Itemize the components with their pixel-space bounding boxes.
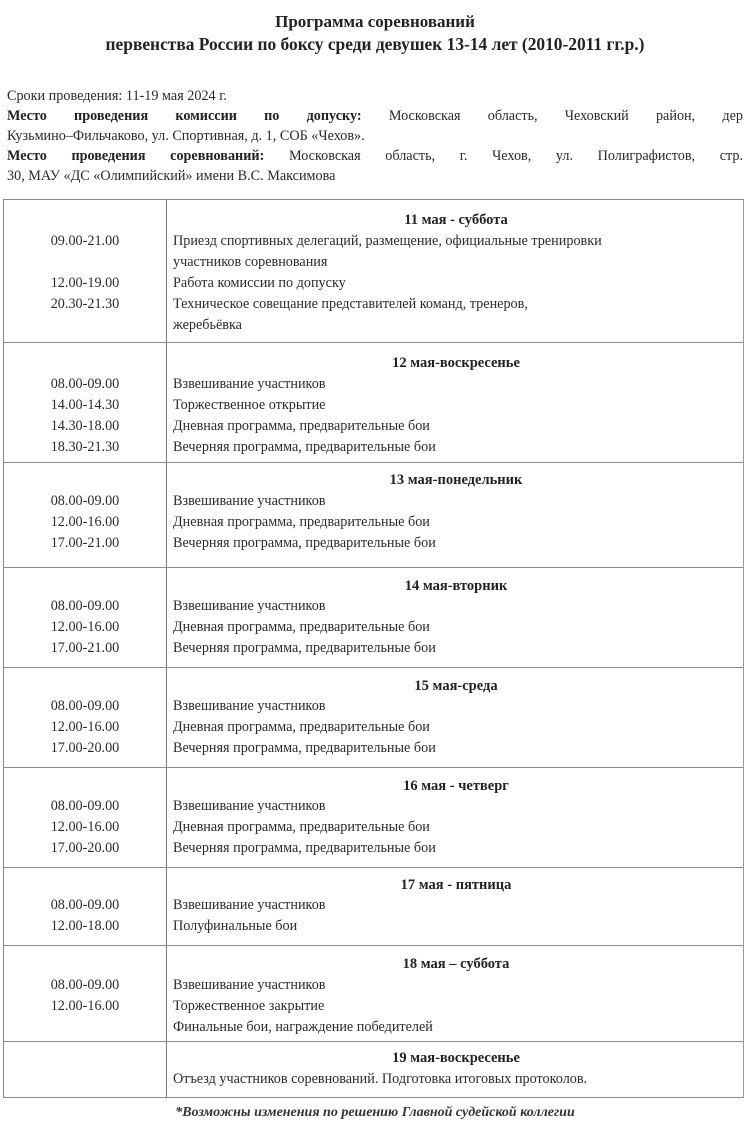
event-desc: Вечерняя программа, предварительные бои [173, 640, 436, 656]
day-section [4, 463, 743, 568]
event-time: 08.00-09.00 [50, 598, 120, 614]
event-desc: Техническое совещание представителей команд, тренеров, [173, 296, 528, 312]
commission-value-line2: Кузьмино–Фильчаково, ул. Спортивная, д. 1, СОБ «Чехов». [7, 128, 365, 144]
day-section [4, 868, 743, 946]
event-time: 18.30-21.30 [50, 439, 120, 455]
commission-location [7, 106, 743, 126]
day-title: 17 мая - пятница [400, 877, 512, 893]
event-desc: Работа комиссии по допуску [173, 275, 346, 291]
event-desc: участников соревнования [173, 254, 328, 270]
day-section [4, 946, 743, 1042]
event-time: 12.00-18.00 [50, 918, 120, 934]
event-desc: Взвешивание участников [173, 798, 326, 814]
event-dates [7, 86, 743, 106]
event-desc: Взвешивание участников [173, 897, 326, 913]
day-section [4, 200, 743, 343]
event-desc: Вечерняя программа, предварительные бои [173, 439, 436, 455]
event-time: 17.00-21.00 [50, 535, 120, 551]
event-time: 20.30-21.30 [50, 296, 120, 312]
venue-label: Место проведения соревнований: [7, 148, 265, 164]
event-desc: Приезд спортивных делегаций, размещение, официальные тренировки [173, 233, 602, 249]
event-time: 17.00-20.00 [50, 740, 120, 756]
event-desc: Отъезд участников соревнований. Подготовка итоговых протоколов. [173, 1071, 588, 1087]
day-title: 14 мая-вторник [404, 578, 508, 594]
event-time: 08.00-09.00 [50, 698, 120, 714]
footer-note: *Возможны изменения по решению Главной судейской коллегии [175, 1105, 575, 1120]
event-desc: Взвешивание участников [173, 376, 326, 392]
day-title: 11 мая - суббота [404, 212, 508, 228]
event-desc: Взвешивание участников [173, 598, 326, 614]
event-desc: Взвешивание участников [173, 977, 326, 993]
event-time: 12.00-16.00 [50, 719, 120, 735]
event-desc: Дневная программа, предварительные бои [173, 619, 430, 635]
commission-location-cont [7, 126, 743, 146]
event-desc: жеребьёвка [173, 317, 242, 333]
dates-label: Сроки проведения: [7, 88, 123, 104]
day-section [4, 568, 743, 668]
event-time: 12.00-16.00 [50, 998, 120, 1014]
event-desc: Торжественное закрытие [173, 998, 325, 1014]
event-time: 12.00-16.00 [50, 619, 120, 635]
event-desc: Финальные бои, награждение победителей [173, 1019, 433, 1035]
day-section [4, 668, 743, 768]
venue-location [7, 146, 743, 166]
event-time: 08.00-09.00 [50, 493, 120, 509]
day-title: 16 мая - четверг [403, 778, 509, 794]
day-title: 13 мая-понедельник [389, 472, 523, 488]
commission-label: Место проведения комиссии по допуску: [7, 108, 362, 124]
day-section [4, 343, 743, 463]
dates-value: 11-19 мая 2024 г. [125, 88, 227, 104]
event-time: 08.00-09.00 [50, 376, 120, 392]
commission-value-line1: Московская область, Чеховский район, дер [388, 108, 743, 124]
event-time: 14.00-14.30 [50, 397, 120, 413]
event-desc: Торжественное открытие [173, 397, 326, 413]
event-desc: Дневная программа, предварительные бои [173, 514, 430, 530]
event-time: 12.00-19.00 [50, 275, 120, 291]
event-desc: Дневная программа, предварительные бои [173, 418, 430, 434]
venue-location-cont [7, 166, 743, 186]
event-desc: Вечерняя программа, предварительные бои [173, 535, 436, 551]
day-section [4, 1042, 743, 1098]
day-title: 15 мая-среда [414, 678, 498, 694]
event-time: 08.00-09.00 [50, 977, 120, 993]
venue-value-line1: Московская область, г. Чехов, ул. Полиграфистов, стр. [288, 148, 744, 164]
event-desc: Полуфинальные бои [173, 918, 298, 934]
document-title: Программа соревнований [275, 12, 475, 31]
event-time: 12.00-16.00 [50, 514, 120, 530]
event-desc: Вечерняя программа, предварительные бои [173, 840, 436, 856]
event-time: 17.00-21.00 [50, 640, 120, 656]
venue-value-line2: 30, МАУ «ДС «Олимпийский» имени В.С. Максимова [7, 168, 336, 184]
day-title: 12 мая-воскресенье [392, 355, 520, 371]
event-desc: Взвешивание участников [173, 698, 326, 714]
event-time: 08.00-09.00 [50, 798, 120, 814]
day-title: 18 мая – суббота [402, 956, 510, 972]
day-section [4, 768, 743, 868]
event-desc: Дневная программа, предварительные бои [173, 819, 430, 835]
event-desc: Вечерняя программа, предварительные бои [173, 740, 436, 756]
event-time: 09.00-21.00 [50, 233, 120, 249]
day-title: 19 мая-воскресенье [392, 1050, 520, 1066]
event-desc: Взвешивание участников [173, 493, 326, 509]
document-subtitle: первенства России по боксу среди девушек 13-14 лет (2010-2011 гг.р.) [105, 34, 645, 54]
event-time: 14.30-18.00 [50, 418, 120, 434]
event-time: 17.00-20.00 [50, 840, 120, 856]
schedule-table [3, 199, 744, 1098]
event-time: 12.00-16.00 [50, 819, 120, 835]
event-desc: Дневная программа, предварительные бои [173, 719, 430, 735]
event-time: 08.00-09.00 [50, 897, 120, 913]
